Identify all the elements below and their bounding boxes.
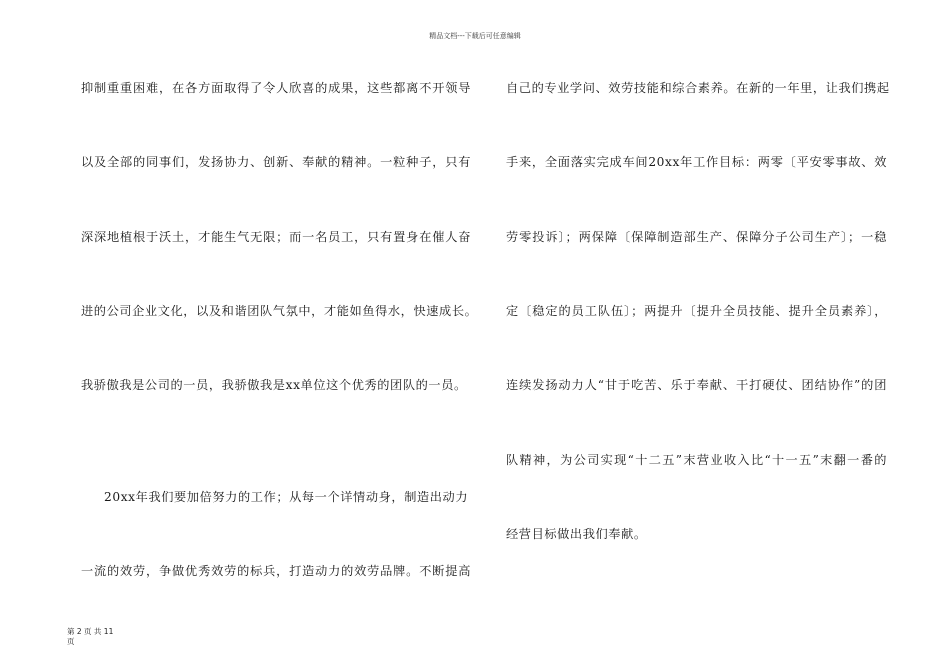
paragraph-line: 定〔稳定的员工队伍〕；两提升〔提升全员技能、提升全员素养〕， (506, 304, 887, 318)
right-column (506, 0, 906, 672)
paragraph-line: 队精神，为公司实现“十二五”末营业收入比“十一五”末翻一番的 (506, 453, 887, 467)
paragraph-line: 抑制重重困难，在各方面取得了令人欣喜的成果，这些都离不开领导 (81, 81, 471, 95)
paragraph-line: 连续发扬动力人“甘于吃苦、乐于奉献、干打硬仗、团结协作”的团 (506, 378, 887, 392)
paragraph-line: 自己的专业学问、效劳技能和综合素养。在新的一年里，让我们携起 (506, 81, 890, 95)
paragraph-line: 深深地植根于沃土，才能生气无限；而一名员工，只有置身在催人奋 (81, 230, 471, 244)
paragraph-line: 经营目标做出我们奉献。 (506, 527, 647, 541)
page-footer: 第 2 页 共 11 页 (67, 627, 114, 646)
paragraph-line: 一流的效劳，争做优秀效劳的标兵，打造动力的效劳品牌。不断提高 (81, 564, 471, 578)
paragraph-line: 以及全部的同事们，发扬协力、创新、奉献的精神。一粒种子，只有 (81, 155, 471, 169)
paragraph-line: 我骄傲我是公司的一员，我骄傲我是xx单位这个优秀的团队的一员。 (81, 378, 467, 392)
paragraph-line: 手来，全面落实完成车间20xx年工作目标：两零〔平安零事故、效 (506, 155, 887, 169)
left-column (81, 0, 481, 672)
page-header: 精品文档---下载后可任意编辑 (429, 32, 521, 40)
paragraph-line: 劳零投诉〕；两保障〔保障制造部生产、保障分子公司生产〕；一稳 (506, 230, 887, 244)
paragraph-line: 进的公司企业文化，以及和谐团队气氛中，才能如鱼得水，快速成长。 (81, 304, 478, 318)
paragraph-line: 20xx年我们要加倍努力的工作；从每一个详情动身，制造出动力 (104, 490, 469, 504)
